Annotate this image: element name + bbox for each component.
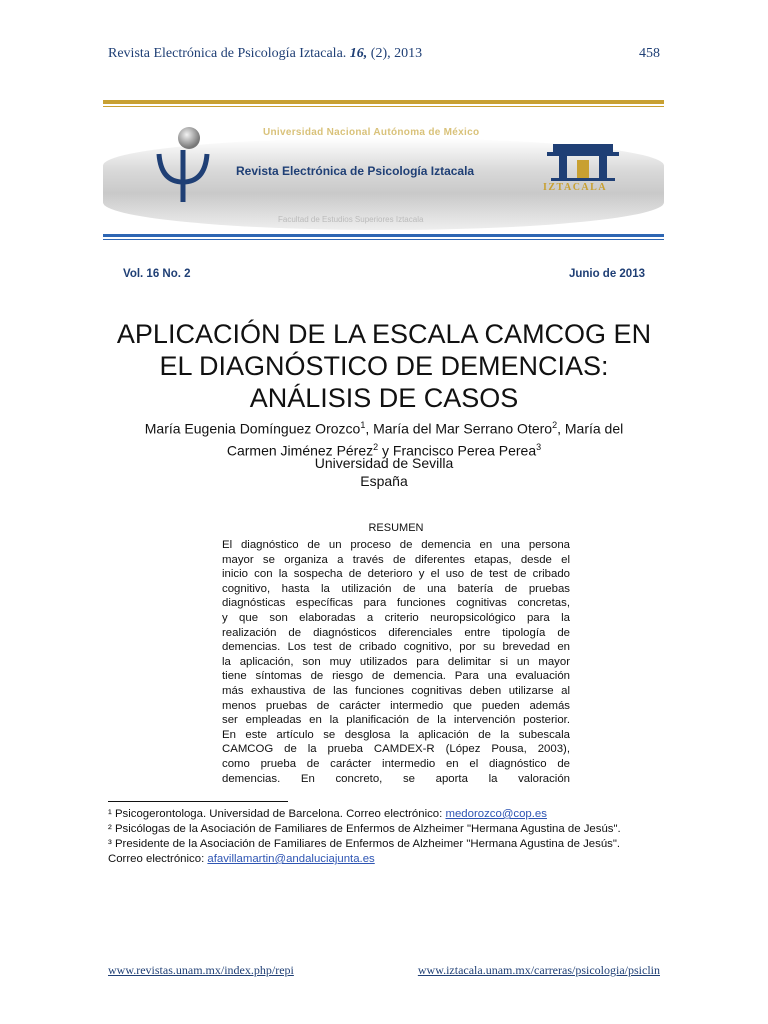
author-name: Carmen Jiménez Pérez [226,442,374,459]
banner-bottom-rule [103,234,664,237]
abstract-line: demencias. Los test de cribado cognitivo, por su brevedad en [222,641,570,654]
journal-name: Revista Electrónica de Psicología Iztacala. [108,46,347,61]
footnote-1 [108,807,632,822]
abstract-line: demencias. En concreto, se aporta la valoración [222,772,570,785]
article-title [90,318,678,414]
abstract-line: cognitivo, hasta la utilización de una batería de pruebas [222,582,570,595]
footnote-text: ³ Presidente de la Asociación de Familiares de Enfermos de Alzheimer "Hermana Agustina de Jesús". Correo electrónico: [108,838,621,865]
author-list [100,416,668,459]
abstract-line: menos pruebas de carácter intermedio que pueden además [222,699,570,712]
banner-faculty: Facultad de Estudios Superiores Iztacala [278,215,424,224]
abstract-heading: RESUMEN [368,522,424,534]
abstract-line: como prueba de carácter intermedio en el diagnóstico de [222,757,570,770]
issue-date: Junio de 2013 [568,268,645,280]
journal-banner [103,100,664,248]
title-line: EL DIAGNÓSTICO DE DEMENCIAS: [159,351,609,381]
author-footnote-mark: 2 [552,420,558,430]
abstract-line: diagnósticas específicas para funciones cognitivas concretas, [222,597,570,610]
page-number: 458 [639,46,660,61]
footnote-rule [108,801,288,802]
author-name: , María del Mar Serrano Otero [365,420,553,437]
author-footnote-mark: 1 [360,420,366,430]
title-line: APLICACIÓN DE LA ESCALA CAMCOG EN [116,319,652,349]
footnotes [108,807,632,867]
footnote-3 [108,837,632,867]
title-line: ANÁLISIS DE CASOS [249,383,519,413]
email-link[interactable]: afavillamartin@andaluciajunta.es [207,853,375,865]
footnote-2: ² Psicólogas de la Asociación de Familiares de Enfermos de Alzheimer "Hermana Agustina de Jesús". [108,823,621,835]
author-name: , María del [557,420,624,437]
banner-top-rule-thin [103,106,664,107]
affiliation-country: España [360,473,408,489]
abstract-line: En este artículo se desglosa la aplicación de la subescala [222,728,570,741]
page-footer [108,963,660,978]
abstract-line: más exhaustiva de las funciones cognitivas deben utilizarse al [222,684,570,697]
author-footnote-mark: 2 [373,441,379,452]
author-name: María Eugenia Domínguez Orozco [144,420,361,437]
abstract-body [222,538,570,786]
abstract-line: inicio con la sospecha de deterioro y el uso de test de cribado [222,568,570,581]
author-footnote-mark: 3 [536,441,542,452]
banner-university: Universidad Nacional Autónoma de México [263,127,480,138]
issue-volume: Vol. 16 No. 2 [123,268,191,280]
banner-bottom-rule-thin [103,239,664,240]
abstract-line: mayor se organiza a través de diferentes etapas, desde el [222,553,570,566]
author-name: y Francisco Perea Perea [378,442,537,459]
footer-link-left[interactable]: www.revistas.unam.mx/index.php/repi [108,963,294,977]
iztacala-wordmark: IZTACALA [543,182,608,193]
abstract-line: CAMCOG de la prueba CAMDEX-R (López Pousa, 2003), [222,743,570,756]
email-link[interactable]: medorozco@cop.es [445,808,547,820]
running-head [108,46,660,62]
journal-issue-year: (2), 2013 [370,46,423,61]
abstract-line: la aplicación, son muy utilizados para delimitar si un mayor [222,655,570,668]
abstract-line: ser empleadas en la planificación de la intervención posterior. [222,714,570,727]
abstract-line: tiene síntomas de riesgo de demencia. Para una evaluación [222,670,570,683]
affiliation [100,454,668,490]
footer-link-right[interactable]: www.iztacala.unam.mx/carreras/psicologia/psiclin [417,963,660,977]
footnote-text: ¹ Psicogerontologa. Universidad de Barcelona. Correo electrónico: [108,808,446,820]
psi-logo-icon [143,124,223,204]
banner-top-rule [103,100,664,104]
abstract-line: realización de diagnósticos diferenciales entre tipología de [222,626,570,639]
banner-masthead: Revista Electrónica de Psicología Iztacala [236,164,475,178]
abstract-line: y que son elaboradas a criterio neuropsicológico para la [222,611,570,624]
abstract-line: El diagnóstico de un proceso de demencia en una persona [222,539,570,551]
issue-line [123,268,645,280]
journal-volume: 16, [349,46,368,61]
affiliation-university: Universidad de Sevilla [314,455,454,471]
